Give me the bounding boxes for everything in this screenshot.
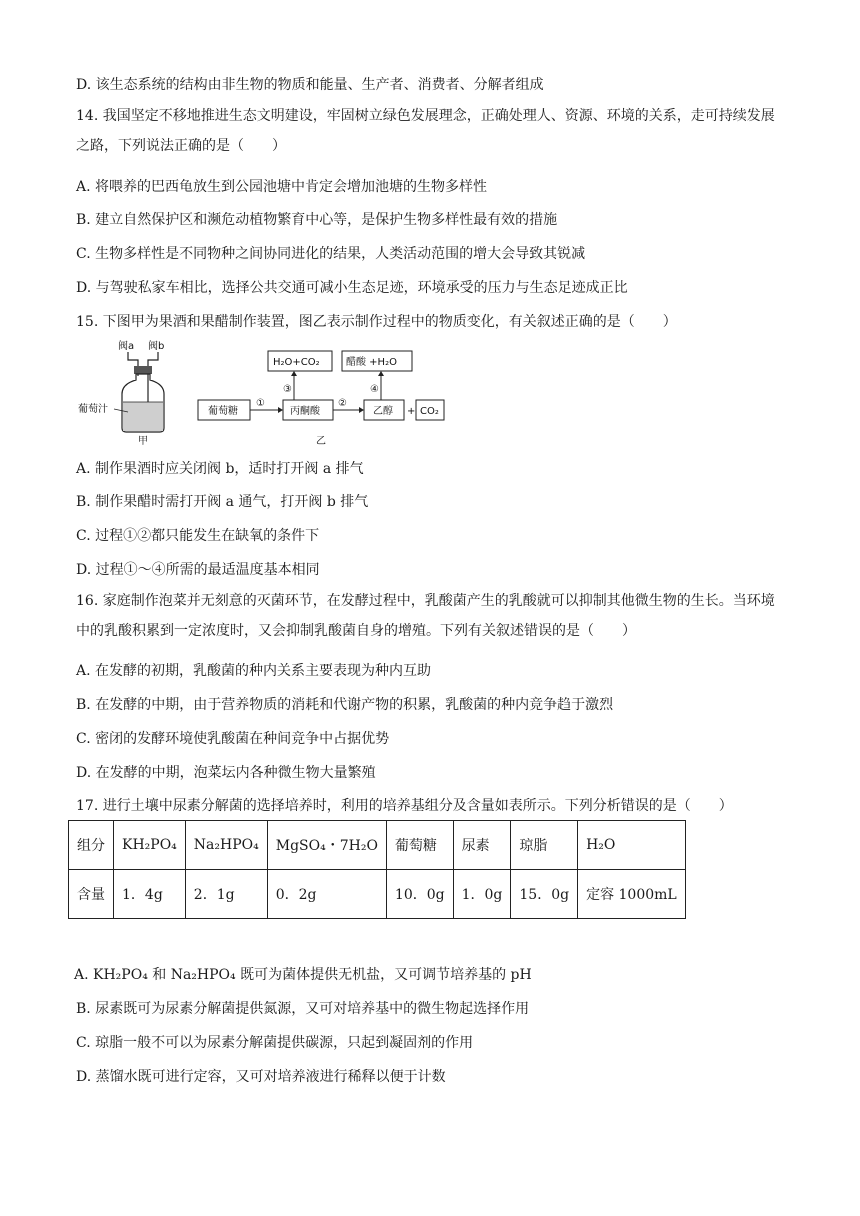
table-cell: 2．1g (185, 870, 267, 919)
q13-option-d: D. 该生态系统的结构由非生物的物质和能量、生产者、消费者、分解者组成 (76, 77, 544, 93)
table-header-cell: 尿素 (453, 821, 511, 870)
q15-stem: 15. 下图甲为果酒和果醋制作装置，图乙表示制作过程中的物质变化，有关叙述正确的是（ ） (76, 314, 677, 330)
table-header-cell: KH₂PO₄ (114, 821, 186, 870)
step-3-label: ③ (283, 384, 292, 395)
valve-b-label: 阀b (148, 341, 165, 352)
step-4-label: ④ (370, 384, 379, 395)
q14-option-b: B. 建立自然保护区和濒危动植物繁育中心等，是保护生物多样性最有效的措施 (76, 212, 558, 228)
h2o-co2-label: H₂O+CO₂ (273, 357, 320, 368)
label-yi: 乙 (316, 436, 326, 446)
bottle-stopper (134, 366, 152, 374)
step-1-label: ① (256, 398, 265, 409)
q17-option-b: B. 尿素既可为尿素分解菌提供氮源，又可对培养基中的微生物起选择作用 (76, 1001, 530, 1017)
table-header-cell: 组分 (69, 821, 114, 870)
co2-label: CO₂ (420, 406, 439, 417)
table-cell: 1．4g (114, 870, 186, 919)
table-header-cell: H₂O (578, 821, 686, 870)
ethanol-label: 乙醇 (373, 406, 393, 417)
q15-option-d: D. 过程①～④所需的最适温度基本相同 (76, 562, 320, 578)
pyruvate-label: 丙酮酸 (290, 406, 320, 417)
q16-option-a: A. 在发酵的初期，乳酸菌的种内关系主要表现为种内互助 (76, 663, 432, 679)
table-row (69, 870, 686, 919)
glucose-label: 葡萄糖 (208, 406, 238, 417)
q14-option-d: D. 与驾驶私家车相比，选择公共交通可减小生态足迹，环境承受的压力与生态足迹成正比 (76, 280, 628, 296)
fermentation-diagram (76, 336, 446, 446)
q14-stem: 14. 我国坚定不移地推进生态文明建设，牢固树立绿色发展理念，正确处理人、资源、环境的关系，走可持续发展之路，下列说法正确的是（ ） (76, 108, 775, 154)
plus-sign: + (407, 406, 416, 417)
valve-a-label: 阀a (118, 341, 135, 352)
medium-composition-table (68, 820, 686, 919)
q17-option-a: A. KH₂PO₄ 和 Na₂HPO₄ 既可为菌体提供无机盐，又可调节培养基的 pH (74, 967, 532, 983)
q17-option-d: D. 蒸馏水既可进行定容，又可对培养液进行稀释以便于计数 (76, 1069, 446, 1085)
table-cell: 0．2g (267, 870, 386, 919)
table-header-cell: 琼脂 (511, 821, 578, 870)
q16-option-b: B. 在发酵的中期，由于营养物质的消耗和代谢产物的积累，乳酸菌的种内竞争趋于激烈 (76, 697, 614, 713)
table-cell: 1．0g (453, 870, 511, 919)
table-row (69, 821, 686, 870)
q17-option-c: C. 琼脂一般不可以为尿素分解菌提供碳源，只起到凝固剂的作用 (76, 1035, 474, 1051)
q14-option-a: A. 将喂养的巴西龟放生到公园池塘中肯定会增加池塘的生物多样性 (76, 179, 488, 195)
q17-stem: 17. 进行土壤中尿素分解菌的选择培养时，利用的培养基组分及含量如表所示。下列分析错误的是（ ） (76, 798, 733, 814)
q14-option-c: C. 生物多样性是不同物种之间协同进化的结果，人类活动范围的增大会导致其锐减 (76, 246, 586, 262)
juice-label: 葡萄汁 (78, 404, 108, 415)
step-2-label: ② (338, 398, 347, 409)
table-header-cell: MgSO₄・7H₂O (267, 821, 386, 870)
q16-option-d: D. 在发酵的中期，泡菜坛内各种微生物大量繁殖 (76, 765, 376, 781)
table-cell: 10．0g (386, 870, 453, 919)
table-header-cell: 葡萄糖 (386, 821, 453, 870)
table-cell: 定容 1000mL (578, 870, 686, 919)
label-jia: 甲 (138, 436, 148, 446)
q15-option-a: A. 制作果酒时应关闭阀 b，适时打开阀 a 排气 (76, 461, 364, 477)
acetic-acid-label: 醋酸 +H₂O (346, 357, 397, 368)
q15-option-b: B. 制作果醋时需打开阀 a 通气，打开阀 b 排气 (76, 494, 369, 510)
q15-figure (76, 336, 446, 446)
q15-option-c: C. 过程①②都只能发生在缺氧的条件下 (76, 528, 320, 544)
table-header-cell: Na₂HPO₄ (185, 821, 267, 870)
q16-option-c: C. 密闭的发酵环境使乳酸菌在种间竞争中占据优势 (76, 731, 390, 747)
table-cell: 15．0g (511, 870, 578, 919)
q16-stem: 16. 家庭制作泡菜并无刻意的灭菌环节，在发酵过程中，乳酸菌产生的乳酸就可以抑制其他微生物的生长。当环境中的乳酸积累到一定浓度时，又会抑制乳酸菌自身的增殖。下列有关叙述错误的是（ ） (76, 593, 775, 639)
table-cell: 含量 (69, 870, 114, 919)
